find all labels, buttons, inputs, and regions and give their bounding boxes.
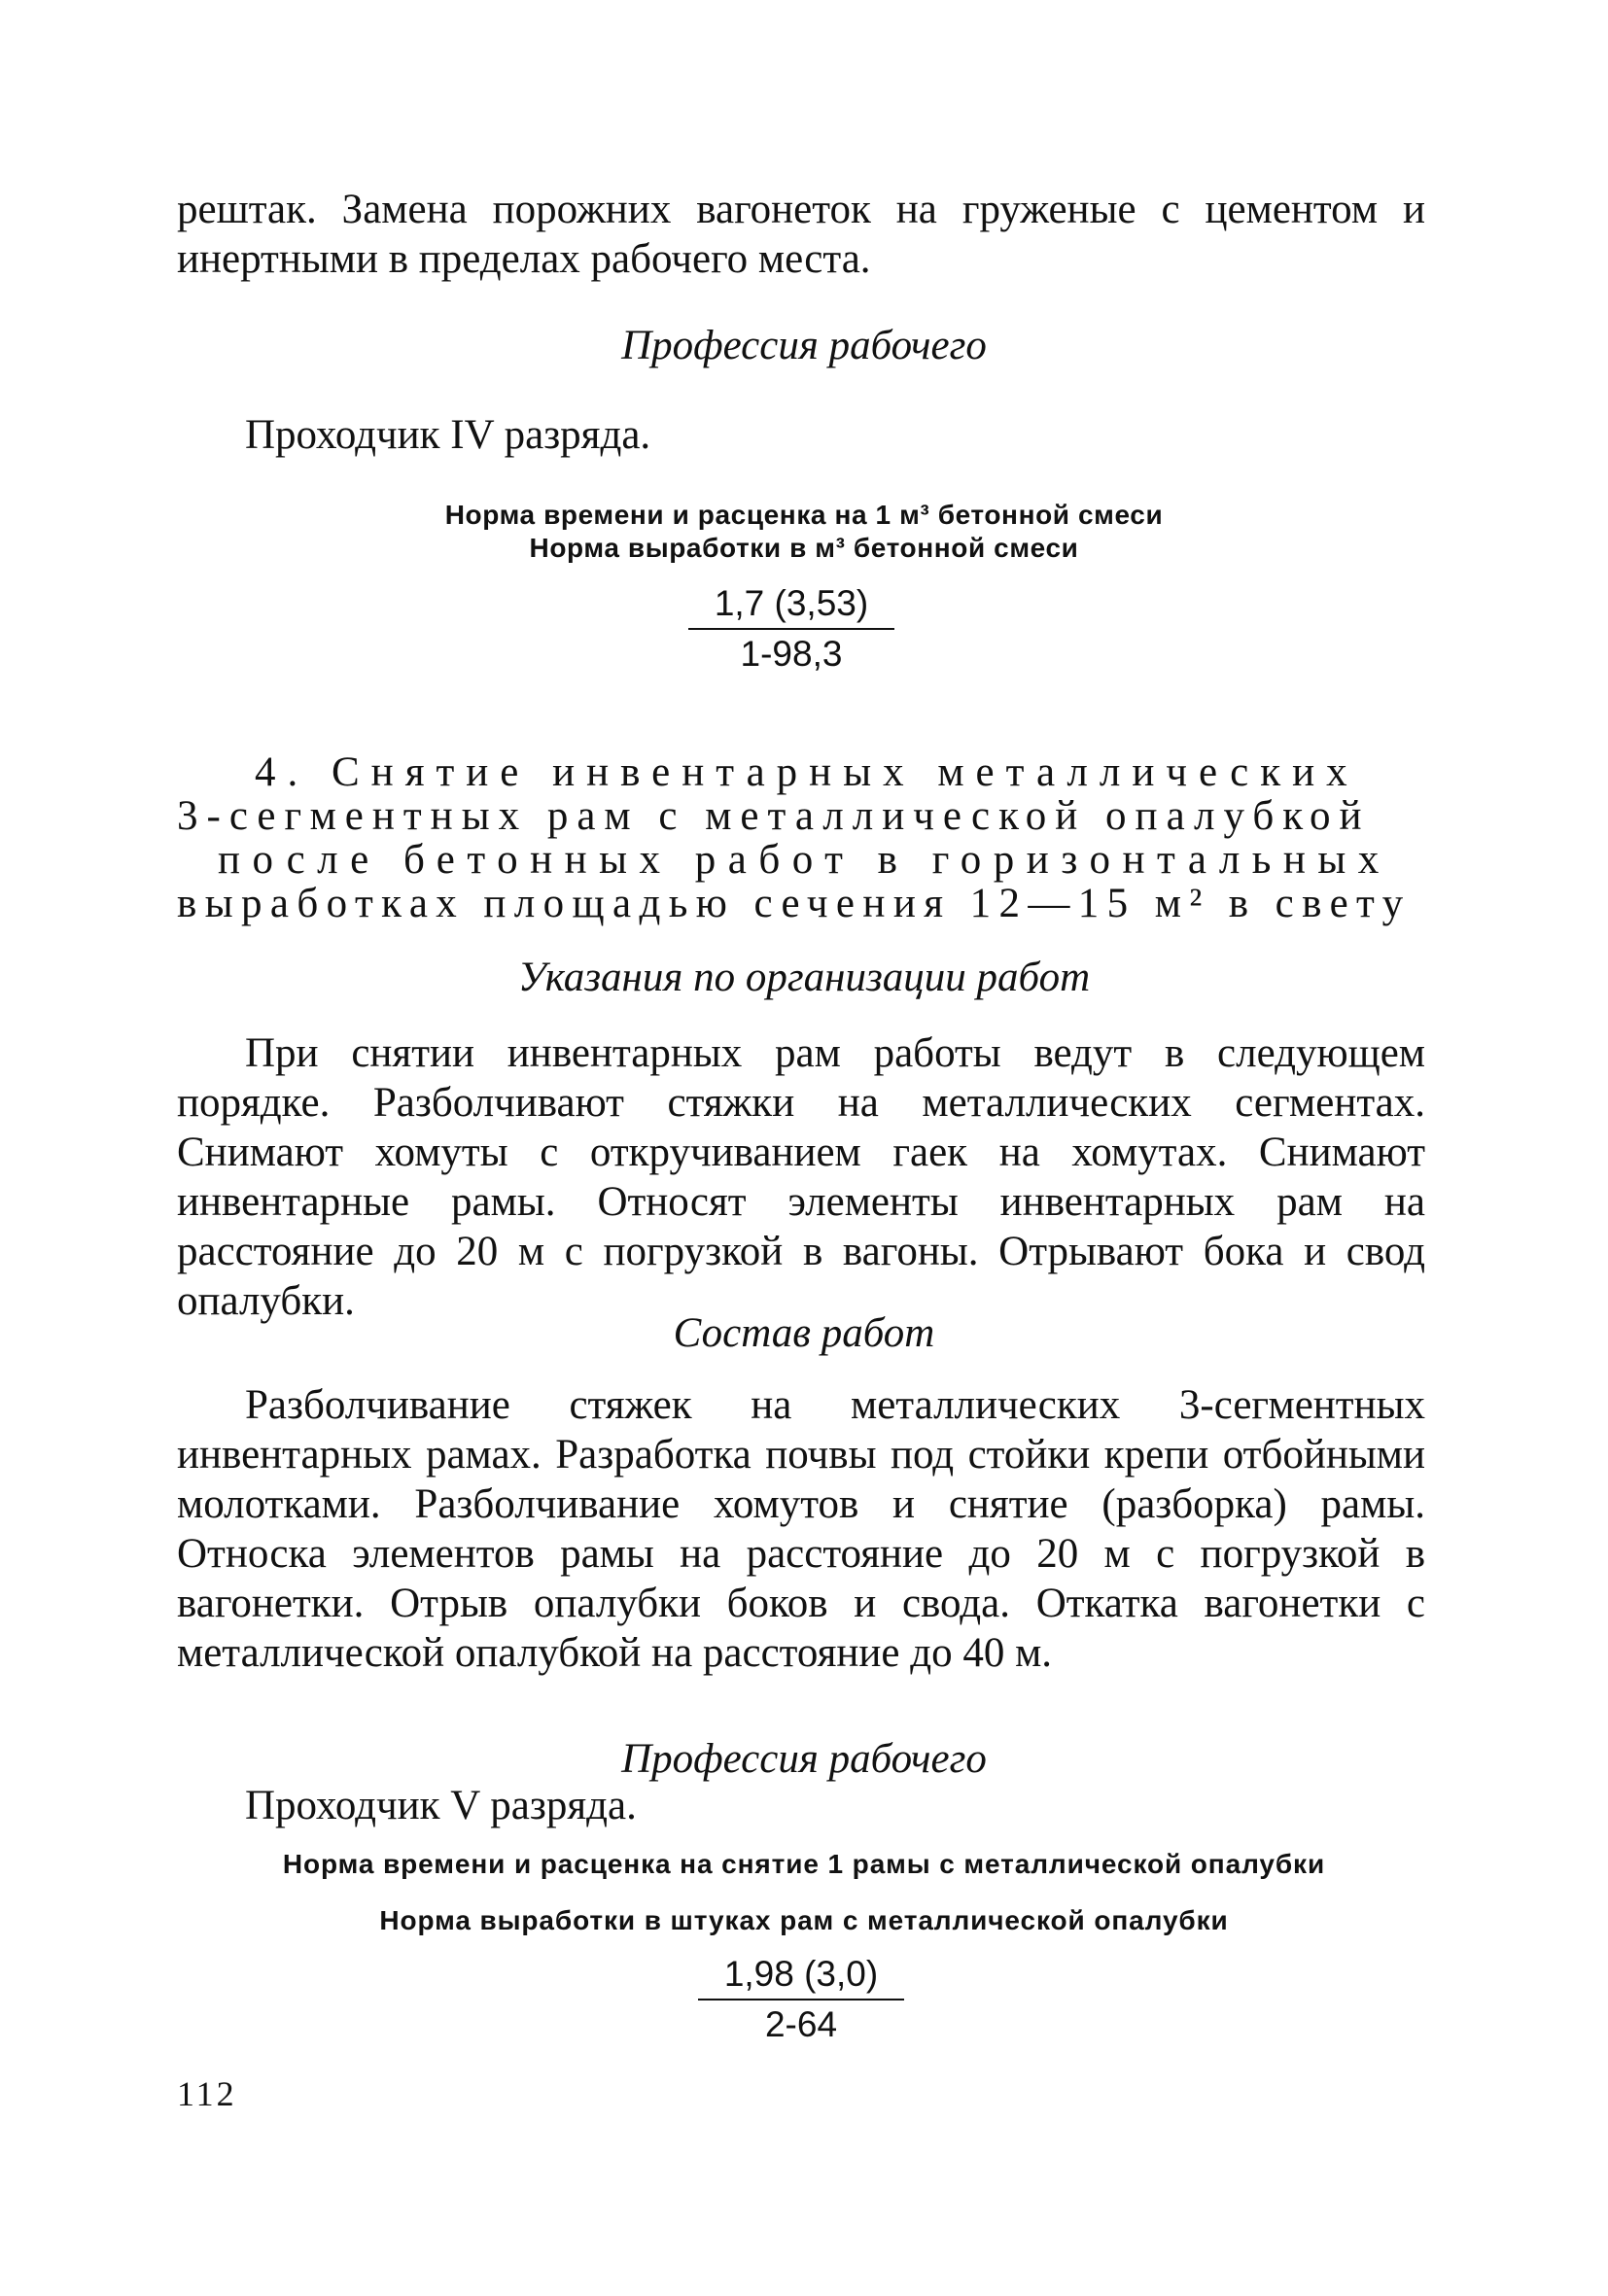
norm-output-heading-1: Норма выработки в м³ бетонной смеси <box>529 533 1079 563</box>
composition-paragraph: Разболчивание стяжек на металлических 3-сегментных инвентарных рамах. Разработка почвы под стойки крепи отбойными молотками. Разболчивание хомутов и снятие (разборка) рамы. Относка элементов рамы на расстояние до 20 м с погрузкой в вагонетки. Отрыв опалубки боков и свода. Откатка вагонетки с металлической опалубкой на расстояние до 40 м. <box>177 1382 1425 1676</box>
top-paragraph: рештак. Замена порожних вагонеток на груженые с цементом и инертными в пределах рабочего места. <box>177 187 1425 282</box>
profession-text-1: Проходчик IV разряда. <box>245 412 651 458</box>
fraction-numerator-1: 1,7 (3,53) <box>688 581 894 630</box>
fraction-numerator-2: 1,98 (3,0) <box>698 1952 904 2000</box>
fraction-denominator-1: 1-98,3 <box>740 634 843 674</box>
norm-fraction-1 <box>688 581 894 677</box>
page-number: 112 <box>177 2074 237 2113</box>
norm-time-heading-2: Норма времени и расценка на снятие 1 рамы с металлической опалубки <box>282 1849 1326 1879</box>
section-4-title <box>177 750 1425 925</box>
organization-paragraph: При снятии инвентарных рам работы ведут в следующем порядке. Разболчивают стяжки на металлических сегментах. Снимают хомуты с откручиванием гаек на хомутах. Снимают инвентарные рамы. Относят элементы инвентарных рам на расстояние до 20 м с погрузкой в вагоны. Отрывают бока и свод опалубки. <box>177 1030 1425 1324</box>
section-title-line-1: 4. Снятие инвентарных металлических <box>255 749 1359 795</box>
section-title-line-2: 3-сегментных рам с металлической опалубкой <box>177 793 1371 839</box>
profession-heading-1: Профессия рабочего <box>621 323 987 368</box>
fraction-denominator-2: 2-64 <box>764 2004 838 2044</box>
organization-heading: Указания по организации работ <box>517 955 1091 1000</box>
norm-time-heading-1: Норма времени и расценка на 1 м³ бетонной смеси <box>444 500 1164 530</box>
composition-heading: Состав работ <box>673 1310 935 1356</box>
section-title-line-4: выработках площадью сечения 12—15 м² в свету <box>177 881 1412 926</box>
section-title-line-3: после бетонных работ в горизонтальных <box>218 837 1391 883</box>
norm-output-heading-2: Норма выработки в штуках рам с металлической опалубки <box>379 1905 1229 1935</box>
profession-heading-2: Профессия рабочего <box>621 1736 987 1782</box>
norm-fraction-2 <box>698 1952 904 2047</box>
profession-text-2: Проходчик V разряда. <box>245 1783 637 1828</box>
